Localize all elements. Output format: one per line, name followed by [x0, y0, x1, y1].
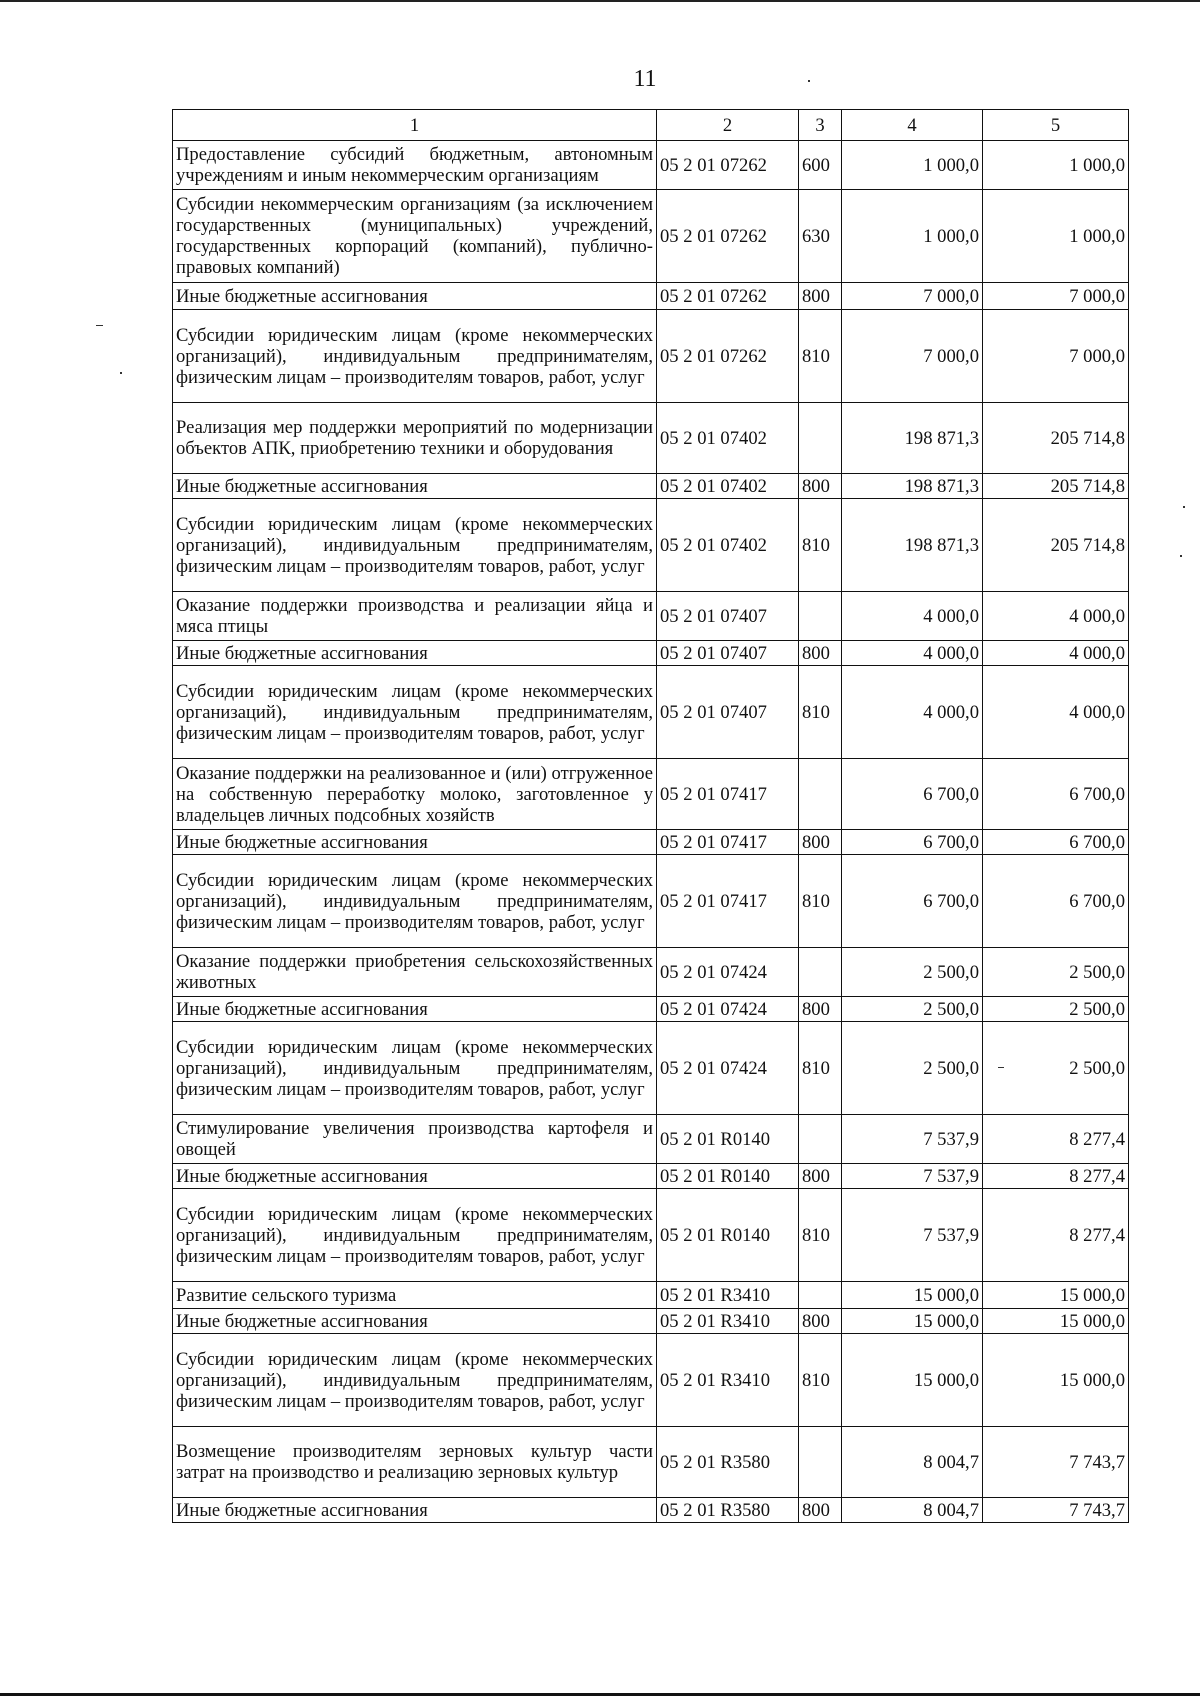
cell-name: Оказание поддержки приобретения сельскохозяйственных животных	[173, 948, 657, 997]
cell-amount-col5: 7 743,7	[983, 1498, 1129, 1523]
table-row	[173, 666, 1129, 759]
cell-name: Субсидии некоммерческим организациям (за исключением государственных (муниципальных) учреждений, государственных корпораций (компаний), публично-правовых компаний)	[173, 190, 657, 283]
cell-target-code: 05 2 01 R3580	[657, 1427, 799, 1498]
cell-amount-col4: 7 000,0	[842, 310, 983, 403]
cell-amount-col5: 205 714,8	[983, 474, 1129, 499]
table-row	[173, 190, 1129, 283]
cell-target-code: 05 2 01 R0140	[657, 1164, 799, 1189]
cell-amount-col4: 15 000,0	[842, 1334, 983, 1427]
header-col-5: 5	[983, 110, 1129, 141]
cell-name: Субсидии юридическим лицам (кроме некоммерческих организаций), индивидуальным предпринимателям, физическим лицам – производителям товаров, работ, услуг	[173, 1334, 657, 1427]
cell-target-code: 05 2 01 07262	[657, 141, 799, 190]
cell-target-code: 05 2 01 07402	[657, 499, 799, 592]
cell-amount-col4: 7 000,0	[842, 283, 983, 310]
table-row	[173, 1164, 1129, 1189]
table-row	[173, 310, 1129, 403]
cell-expense-type: 800	[799, 283, 842, 310]
cell-amount-col4: 6 700,0	[842, 855, 983, 948]
cell-target-code: 05 2 01 07407	[657, 592, 799, 641]
header-col-1: 1	[173, 110, 657, 141]
cell-amount-col5: 7 743,7	[983, 1427, 1129, 1498]
cell-amount-col5: 4 000,0	[983, 641, 1129, 666]
table-row	[173, 830, 1129, 855]
cell-target-code: 05 2 01 R3580	[657, 1498, 799, 1523]
cell-expense-type: 800	[799, 1164, 842, 1189]
cell-expense-type: 810	[799, 310, 842, 403]
cell-amount-col5: 205 714,8	[983, 403, 1129, 474]
header-col-4: 4	[842, 110, 983, 141]
cell-name: Предоставление субсидий бюджетным, автономным учреждениям и иным некоммерческим организациям	[173, 141, 657, 190]
cell-target-code: 05 2 01 R3410	[657, 1334, 799, 1427]
table-row	[173, 474, 1129, 499]
cell-amount-col5: 6 700,0	[983, 759, 1129, 830]
cell-amount-col4: 6 700,0	[842, 830, 983, 855]
table-row	[173, 1498, 1129, 1523]
cell-name: Иные бюджетные ассигнования	[173, 1309, 657, 1334]
cell-expense-type: 810	[799, 499, 842, 592]
cell-target-code: 05 2 01 07424	[657, 948, 799, 997]
cell-amount-col5: 7 000,0	[983, 283, 1129, 310]
cell-amount-col5: 15 000,0	[983, 1334, 1129, 1427]
cell-amount-col4: 15 000,0	[842, 1282, 983, 1309]
cell-target-code: 05 2 01 07262	[657, 310, 799, 403]
cell-amount-col5: 8 277,4	[983, 1164, 1129, 1189]
cell-name: Субсидии юридическим лицам (кроме некоммерческих организаций), индивидуальным предпринимателям, физическим лицам – производителям товаров, работ, услуг	[173, 855, 657, 948]
cell-amount-col4: 198 871,3	[842, 403, 983, 474]
table-row	[173, 759, 1129, 830]
cell-expense-type: 810	[799, 1022, 842, 1115]
cell-amount-col5: 4 000,0	[983, 592, 1129, 641]
cell-amount-col4: 7 537,9	[842, 1164, 983, 1189]
cell-name: Субсидии юридическим лицам (кроме некоммерческих организаций), индивидуальным предпринимателям, физическим лицам – производителям товаров, работ, услуг	[173, 666, 657, 759]
cell-amount-col4: 4 000,0	[842, 641, 983, 666]
budget-allocation-table	[172, 109, 1129, 1523]
cell-name: Субсидии юридическим лицам (кроме некоммерческих организаций), индивидуальным предпринимателям, физическим лицам – производителям товаров, работ, услуг	[173, 1189, 657, 1282]
cell-target-code: 05 2 01 R3410	[657, 1282, 799, 1309]
cell-name: Развитие сельского туризма	[173, 1282, 657, 1309]
scan-speck	[96, 325, 103, 326]
cell-target-code: 05 2 01 07417	[657, 855, 799, 948]
cell-amount-col5: 7 000,0	[983, 310, 1129, 403]
table-body	[173, 141, 1129, 1523]
cell-amount-col5: 6 700,0	[983, 830, 1129, 855]
cell-target-code: 05 2 01 07262	[657, 283, 799, 310]
table-row	[173, 1427, 1129, 1498]
cell-amount-col4: 8 004,7	[842, 1498, 983, 1523]
cell-name: Иные бюджетные ассигнования	[173, 1498, 657, 1523]
cell-expense-type: 800	[799, 641, 842, 666]
cell-amount-col4: 7 537,9	[842, 1115, 983, 1164]
cell-amount-col4: 4 000,0	[842, 592, 983, 641]
top-scan-edge	[0, 0, 1200, 2]
cell-name: Иные бюджетные ассигнования	[173, 474, 657, 499]
cell-expense-type	[799, 1282, 842, 1309]
header-col-3: 3	[799, 110, 842, 141]
cell-name: Иные бюджетные ассигнования	[173, 830, 657, 855]
table-row	[173, 1309, 1129, 1334]
cell-amount-col5: 15 000,0	[983, 1282, 1129, 1309]
cell-target-code: 05 2 01 07424	[657, 997, 799, 1022]
cell-expense-type	[799, 592, 842, 641]
cell-target-code: 05 2 01 07424	[657, 1022, 799, 1115]
cell-expense-type: 810	[799, 1189, 842, 1282]
cell-amount-col4: 1 000,0	[842, 141, 983, 190]
scan-speck	[1183, 506, 1185, 508]
cell-target-code: 05 2 01 07417	[657, 830, 799, 855]
cell-target-code: 05 2 01 R0140	[657, 1115, 799, 1164]
cell-amount-col5: 4 000,0	[983, 666, 1129, 759]
table-row	[173, 592, 1129, 641]
cell-amount-col5: 6 700,0	[983, 855, 1129, 948]
table-row	[173, 141, 1129, 190]
cell-amount-col4: 198 871,3	[842, 474, 983, 499]
cell-expense-type: 800	[799, 997, 842, 1022]
header-col-2: 2	[657, 110, 799, 141]
cell-name: Субсидии юридическим лицам (кроме некоммерческих организаций), индивидуальным предпринимателям, физическим лицам – производителям товаров, работ, услуг	[173, 310, 657, 403]
cell-amount-col5: 2 500,0	[983, 948, 1129, 997]
cell-amount-col5: 1 000,0	[983, 141, 1129, 190]
cell-amount-col4: 4 000,0	[842, 666, 983, 759]
cell-target-code: 05 2 01 07402	[657, 403, 799, 474]
cell-expense-type	[799, 948, 842, 997]
cell-expense-type: 800	[799, 1498, 842, 1523]
cell-amount-col5: 2 500,0	[983, 997, 1129, 1022]
table-row	[173, 997, 1129, 1022]
table-row	[173, 283, 1129, 310]
cell-target-code: 05 2 01 R0140	[657, 1189, 799, 1282]
cell-expense-type	[799, 403, 842, 474]
cell-target-code: 05 2 01 07262	[657, 190, 799, 283]
cell-amount-col4: 1 000,0	[842, 190, 983, 283]
cell-name: Иные бюджетные ассигнования	[173, 997, 657, 1022]
table-row	[173, 403, 1129, 474]
cell-target-code: 05 2 01 07417	[657, 759, 799, 830]
cell-name: Субсидии юридическим лицам (кроме некоммерческих организаций), индивидуальным предпринимателям, физическим лицам – производителям товаров, работ, услуг	[173, 499, 657, 592]
cell-expense-type: 800	[799, 474, 842, 499]
cell-name: Реализация мер поддержки мероприятий по модернизации объектов АПК, приобретению техники и оборудования	[173, 403, 657, 474]
scan-speck	[1180, 555, 1182, 557]
cell-target-code: 05 2 01 07407	[657, 666, 799, 759]
cell-amount-col4: 6 700,0	[842, 759, 983, 830]
cell-amount-col5: 1 000,0	[983, 190, 1129, 283]
table-row	[173, 948, 1129, 997]
page-number: 11	[633, 66, 657, 92]
cell-name: Иные бюджетные ассигнования	[173, 283, 657, 310]
cell-name: Оказание поддержки производства и реализации яйца и мяса птицы	[173, 592, 657, 641]
cell-name: Иные бюджетные ассигнования	[173, 1164, 657, 1189]
cell-amount-col4: 2 500,0	[842, 1022, 983, 1115]
table-row	[173, 855, 1129, 948]
cell-amount-col4: 198 871,3	[842, 499, 983, 592]
cell-name: Субсидии юридическим лицам (кроме некоммерческих организаций), индивидуальным предпринимателям, физическим лицам – производителям товаров, работ, услуг	[173, 1022, 657, 1115]
cell-name: Стимулирование увеличения производства картофеля и овощей	[173, 1115, 657, 1164]
cell-amount-col5: 205 714,8	[983, 499, 1129, 592]
cell-expense-type: 630	[799, 190, 842, 283]
scan-speck	[120, 372, 122, 374]
cell-target-code: 05 2 01 R3410	[657, 1309, 799, 1334]
cell-expense-type: 810	[799, 1334, 842, 1427]
cell-target-code: 05 2 01 07407	[657, 641, 799, 666]
cell-expense-type: 800	[799, 830, 842, 855]
cell-amount-col4: 2 500,0	[842, 997, 983, 1022]
table-row	[173, 1022, 1129, 1115]
scan-speck	[998, 1067, 1004, 1068]
table-row	[173, 1115, 1129, 1164]
table-row	[173, 1282, 1129, 1309]
cell-amount-col4: 8 004,7	[842, 1427, 983, 1498]
scan-speck	[808, 80, 810, 82]
cell-amount-col4: 15 000,0	[842, 1309, 983, 1334]
cell-target-code: 05 2 01 07402	[657, 474, 799, 499]
cell-expense-type: 810	[799, 855, 842, 948]
cell-amount-col5: 8 277,4	[983, 1189, 1129, 1282]
cell-amount-col5: 2 500,0	[983, 1022, 1129, 1115]
cell-name: Возмещение производителям зерновых культур части затрат на производство и реализацию зерновых культур	[173, 1427, 657, 1498]
table-row	[173, 1334, 1129, 1427]
cell-amount-col5: 15 000,0	[983, 1309, 1129, 1334]
cell-expense-type	[799, 1115, 842, 1164]
cell-amount-col4: 2 500,0	[842, 948, 983, 997]
table-header-row	[173, 110, 1129, 141]
table-row	[173, 1189, 1129, 1282]
cell-name: Оказание поддержки на реализованное и (или) отгруженное на собственную переработку молоко, заготовленное у владельцев личных подсобных хозяйств	[173, 759, 657, 830]
cell-expense-type	[799, 1427, 842, 1498]
table-row	[173, 641, 1129, 666]
cell-expense-type: 810	[799, 666, 842, 759]
cell-amount-col4: 7 537,9	[842, 1189, 983, 1282]
table-row	[173, 499, 1129, 592]
cell-name: Иные бюджетные ассигнования	[173, 641, 657, 666]
cell-expense-type: 600	[799, 141, 842, 190]
bottom-scan-edge	[0, 1693, 1200, 1696]
cell-amount-col5: 8 277,4	[983, 1115, 1129, 1164]
cell-expense-type: 800	[799, 1309, 842, 1334]
cell-expense-type	[799, 759, 842, 830]
